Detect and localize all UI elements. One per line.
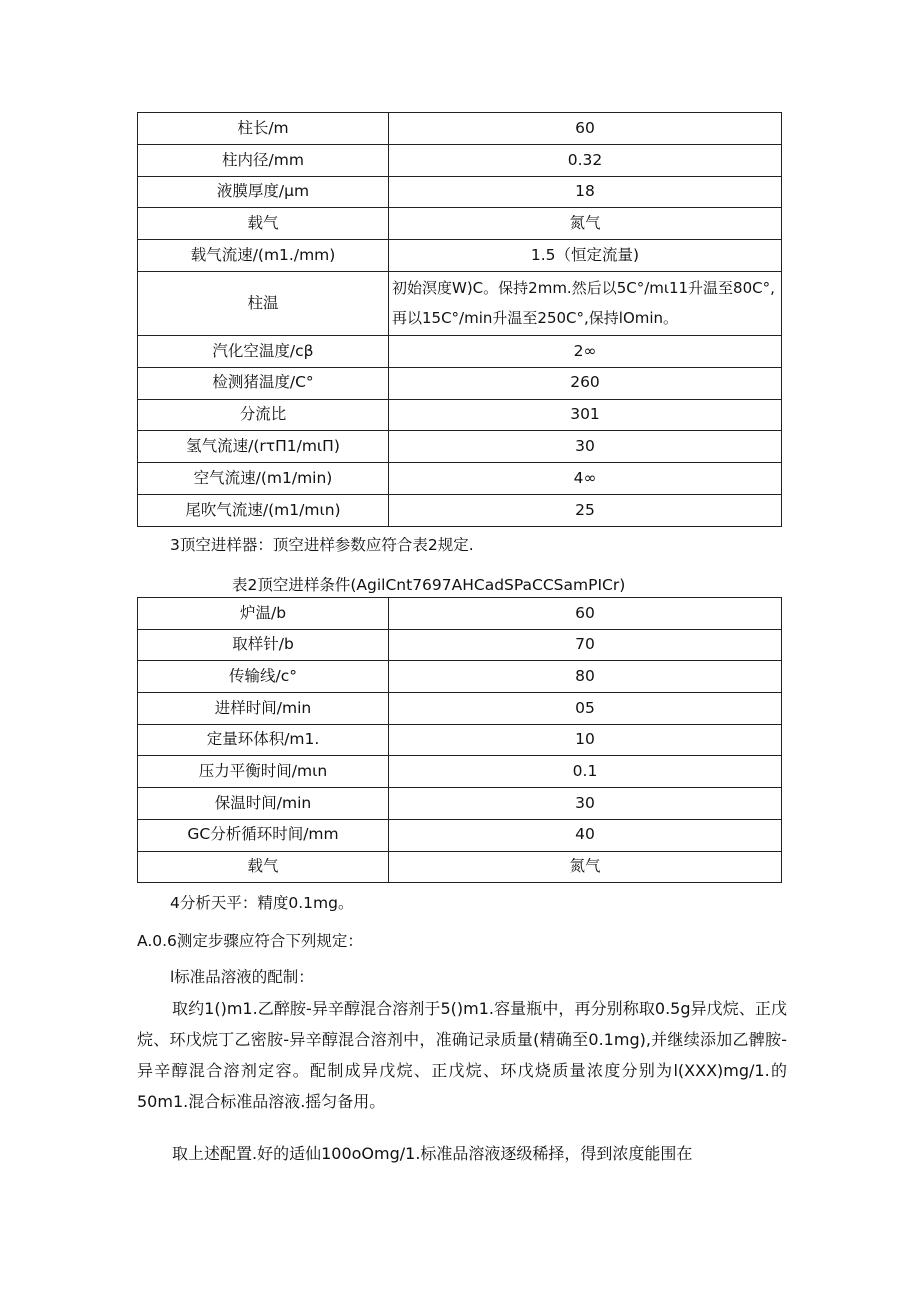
table-row bbox=[138, 724, 782, 756]
param-name: 炉温/b bbox=[138, 598, 389, 630]
param-value: 25 bbox=[389, 494, 782, 526]
table-row bbox=[138, 598, 782, 630]
table-row bbox=[138, 335, 782, 367]
headspace-conditions-table bbox=[137, 597, 782, 883]
table-row bbox=[138, 629, 782, 661]
param-name: 压力平衡时间/mιn bbox=[138, 756, 389, 788]
param-value: 氮气 bbox=[389, 851, 782, 883]
table-row bbox=[138, 693, 782, 725]
note-headspace-sampler: 3顶空进样器：顶空进样参数应符合表2规定. bbox=[170, 536, 474, 554]
table-row bbox=[138, 144, 782, 176]
param-value: 05 bbox=[389, 693, 782, 725]
param-name: 柱长/m bbox=[138, 113, 389, 145]
param-name: 载气 bbox=[138, 851, 389, 883]
param-name: 传输线/c° bbox=[138, 661, 389, 693]
param-value: 60 bbox=[389, 113, 782, 145]
param-value: 70 bbox=[389, 629, 782, 661]
param-value: 0.1 bbox=[389, 756, 782, 788]
param-name: 柱内径/mm bbox=[138, 144, 389, 176]
param-name: GC分析循环时间/mm bbox=[138, 819, 389, 851]
table-row bbox=[138, 240, 782, 272]
param-value: 30 bbox=[389, 788, 782, 820]
table-row bbox=[138, 851, 782, 883]
param-name: 载气流速/(m1./mm) bbox=[138, 240, 389, 272]
table-row bbox=[138, 431, 782, 463]
param-name: 分流比 bbox=[138, 399, 389, 431]
param-name: 进样时间/min bbox=[138, 693, 389, 725]
table-row bbox=[138, 788, 782, 820]
param-value: 2∞ bbox=[389, 335, 782, 367]
param-name: 取样针/b bbox=[138, 629, 389, 661]
table-row bbox=[138, 113, 782, 145]
section-heading: A.0.6测定步骤应符合下列规定： bbox=[137, 932, 363, 950]
table2-caption: 表2顶空进样条件(AgilCnt7697AHCadSPaCCSamPICr) bbox=[232, 576, 626, 594]
note-analytical-balance: 4分析天平：精度0.1mg。 bbox=[170, 894, 354, 912]
param-name: 氢气流速/(rτΠ1/mιΠ) bbox=[138, 431, 389, 463]
table-row bbox=[138, 176, 782, 208]
param-value: 初始溟度W)C。保持2mm.然后以5C°/mι11升温至80C°,再以15C°/min升温至250C°,保持lOmin。 bbox=[389, 271, 782, 335]
table-row bbox=[138, 819, 782, 851]
param-value: 40 bbox=[389, 819, 782, 851]
param-value: 0.32 bbox=[389, 144, 782, 176]
param-value: 301 bbox=[389, 399, 782, 431]
table-row bbox=[138, 463, 782, 495]
param-value: 260 bbox=[389, 367, 782, 399]
table-row bbox=[138, 399, 782, 431]
param-name: 液膜厚度/μm bbox=[138, 176, 389, 208]
param-name: 保温时间/min bbox=[138, 788, 389, 820]
table-row bbox=[138, 271, 782, 335]
param-value: 10 bbox=[389, 724, 782, 756]
param-name: 定量环体积/m1. bbox=[138, 724, 389, 756]
param-value: 1.5（恒定流量) bbox=[389, 240, 782, 272]
table-row bbox=[138, 756, 782, 788]
subheading-standard-solution: l标准品溶液的配制： bbox=[170, 968, 314, 986]
param-name: 载气 bbox=[138, 208, 389, 240]
param-name: 尾吹气流速/(m1/mιn) bbox=[138, 494, 389, 526]
param-value: 18 bbox=[389, 176, 782, 208]
param-value: 30 bbox=[389, 431, 782, 463]
param-value: 4∞ bbox=[389, 463, 782, 495]
param-value: 80 bbox=[389, 661, 782, 693]
table-row bbox=[138, 661, 782, 693]
table-row bbox=[138, 494, 782, 526]
param-name: 汽化空温度/cβ bbox=[138, 335, 389, 367]
param-name: 柱温 bbox=[138, 271, 389, 335]
paragraph-preparation: 取约1()m1.乙醉胺-异辛醇混合溶剂于5()m1.容量瓶中，再分别称取0.5g异戊烷、正戊烷、环戊烷丁乙密胺-异辛醇混合溶剂中，准确记录质量(精确至0.1mg),并继续添加乙髀胺-异辛醇混合溶剂定容。配制成异戊烷、正戊烷、环戊烧质量浓度分别为l(XXX)mg/1.的50m1.混合标准品溶液.摇匀备用。 bbox=[137, 999, 787, 1111]
table-row bbox=[138, 367, 782, 399]
table-row bbox=[138, 208, 782, 240]
param-name: 空气流速/(m1/min) bbox=[138, 463, 389, 495]
param-value: 60 bbox=[389, 598, 782, 630]
param-value: 氮气 bbox=[389, 208, 782, 240]
paragraph-dilution: 取上述配置.好的适仙100oOmg/1.标准品溶液逐级稀择，得到浓度能围在 bbox=[172, 1144, 693, 1163]
param-name: 检测猪温度/C° bbox=[138, 367, 389, 399]
column-conditions-table bbox=[137, 112, 782, 527]
